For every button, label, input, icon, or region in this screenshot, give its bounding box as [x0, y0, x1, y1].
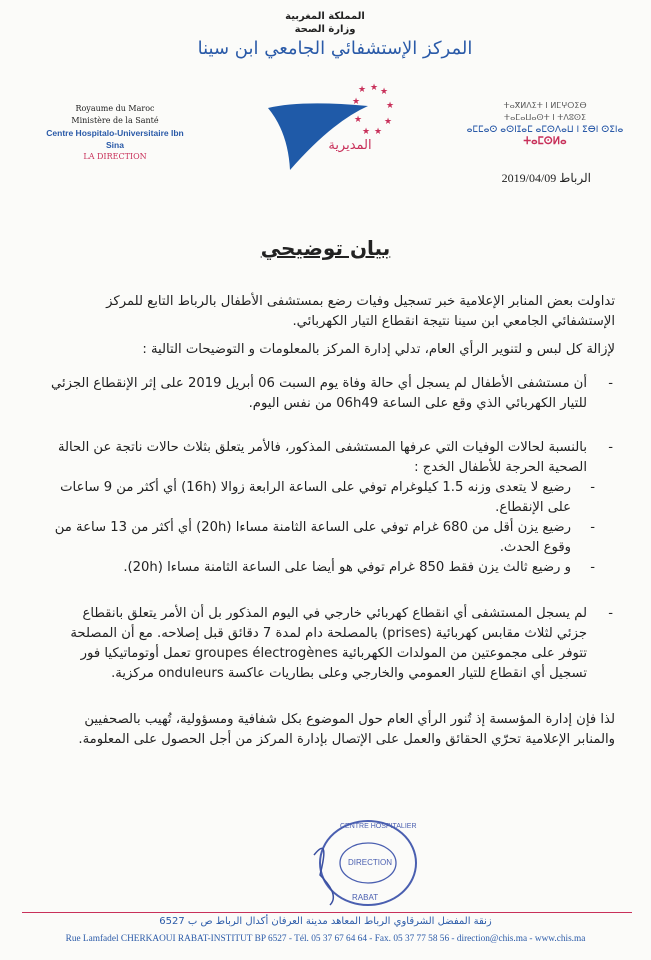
stamp-bottom: RABAT [352, 893, 379, 902]
svg-text:★: ★ [370, 83, 379, 93]
kingdom-fr: Royaume du Maroc [75, 104, 155, 113]
svg-text:★: ★ [354, 115, 363, 125]
bullet-no-death: - أن مستشفى الأطفال لم يسجل أي حالة وفاة يوم السبت 06 أبريل 2019 على إثر الإنقطاع الجزئي للتيار الكهربائي الذي وقع على الساعة 06h49 من نفس اليوم. [50, 374, 615, 414]
svg-text:★: ★ [362, 127, 371, 137]
svg-text:★: ★ [386, 101, 395, 111]
svg-text:★: ★ [384, 117, 393, 127]
chu-name-ar: المركز الإستشفائي الجامعي ابن سينا [197, 38, 473, 59]
sub-bullet-3: - و رضيع ثالث يزن فقط 850 غرام توفي هو أيضا على الساعة الثامنة مساءا (20h). [50, 558, 615, 578]
paragraph-intro: تداولت بعض المنابر الإعلامية خبر تسجيل وفيات رضع بمستشفى الأطفال بالرباط التابع للمركز الإستشفائي الجامعي ابن سينا نتيجة انقطاع التيار الكهربائي. [106, 294, 615, 329]
chu-name-fr: Centre Hospitalo-Universitaire Ibn Sina [46, 128, 184, 150]
svg-text:★: ★ [380, 87, 389, 97]
kingdom-header-ar [270, 10, 380, 36]
tifinagh-line-1: ⵜⴰⴳⵍⴷⵉⵜ ⵏ ⵍⵎⵖⵔⵉⴱ [503, 101, 587, 110]
ministry-fr: Ministère de la Santé [71, 116, 159, 125]
svg-text:★: ★ [352, 97, 361, 107]
chu-logo [262, 82, 402, 176]
footer-divider [22, 912, 632, 913]
paragraph-clarify: لإزالة كل لبس و لتنوير الرأي العام، تدلي إدارة المركز بالمعلومات و التوضيحات التالية : [142, 342, 615, 357]
svg-text:★: ★ [374, 127, 383, 137]
official-stamp [310, 815, 420, 914]
tifinagh-line-2: ⵜⴰⵎⴰⵡⴰⵙⵜ ⵏ ⵜⴷⵓⵙⵉ [503, 113, 587, 122]
stamp-center: DIRECTION [348, 858, 392, 867]
bullet-deaths: - بالنسبة لحالات الوفيات التي عرفها المستشفى المذكور، فالأمر يتعلق بثلاث حالات ناتجة عن الحالة الصحية الحرجة للأطفال الخدج : [50, 438, 615, 478]
svg-text:★: ★ [358, 85, 367, 95]
direction-fr: LA DIRECTION [83, 152, 147, 161]
header-fr [40, 103, 190, 163]
stamp-top: CENTRE HOSPITALIER [340, 823, 417, 830]
paragraph-conclusion: لذا فإن إدارة المؤسسة إذ تُنور الرأي العام حول الموضوع بكل شفافية ومسؤولية، تُهيب بالصحفيين والمنابر الإعلامية تحرّي الحقائق والعمل على الإتصال بإدارة المركز من أجل الحصول على المعلومة. [78, 712, 615, 747]
footer-address-fr: Rue Lamfadel CHERKAOUI RABAT-INSTITUT BP 6527 - Tél. 05 37 67 64 64 - Fax. 05 37 77 58 56 - direction@chis.ma - www.chis.ma [65, 934, 586, 944]
document-date: الرباط 2019/04/09 [501, 171, 591, 185]
tifinagh-line-4: ⵜⴰⵎⵙⵍⴰ [523, 136, 567, 147]
document-body [50, 292, 615, 762]
bullet-outage: - لم يسجل المستشفى أي انقطاع كهربائي خارجي في اليوم المذكور بل أن الأمر يتعلق بانقطاع جزئي لثلاث مقابس كهربائية (prises) بالمصلحة دام لمدة 7 دقائق قبل إصلاحه. مع أن المصلحة تتوفر على مجموعتين من المولدات الكهربائية groupes électrogènes تعمل أوتوماتيكيا فور تسجيل أي انقطاع للتيار العمومي والخارجي وعلى بطاريات عاكسة onduleurs مركزية. [50, 604, 615, 684]
tifinagh-line-3: ⴰⵎⵎⴰⵙ ⴰⵙⵏⵊⴰⵎ ⴰⵎⵙⴷⴰⵡ ⵏ ⵉⴱⵏ ⵙⵉⵏⴰ [466, 125, 624, 135]
ministry-ar: وزارة الصحة [294, 24, 356, 35]
footer-address-ar: زنقة المفضل الشرقاوي الرباط المعاهد مدينة العرفان أكدال الرباط ص ب 6527 [159, 916, 492, 927]
document-title: بيان توضيحي [260, 236, 391, 260]
kingdom-ar: المملكة المغربية [285, 11, 365, 22]
sub-bullet-1: - رضيع لا يتعدى وزنه 1.5 كيلوغرام توفي على الساعة الرابعة زوالا (16h) أي أكثر من 9 ساعات على الإنقطاع. [50, 478, 615, 518]
header-tifinagh [455, 100, 635, 148]
sub-bullet-2: - رضيع يزن أقل من 680 غرام توفي على الساعة الثامنة مساءا (20h) أي أكثر من 13 ساعة من وقوع الحدث. [50, 518, 615, 558]
direction-ar: المديرية [328, 138, 372, 153]
